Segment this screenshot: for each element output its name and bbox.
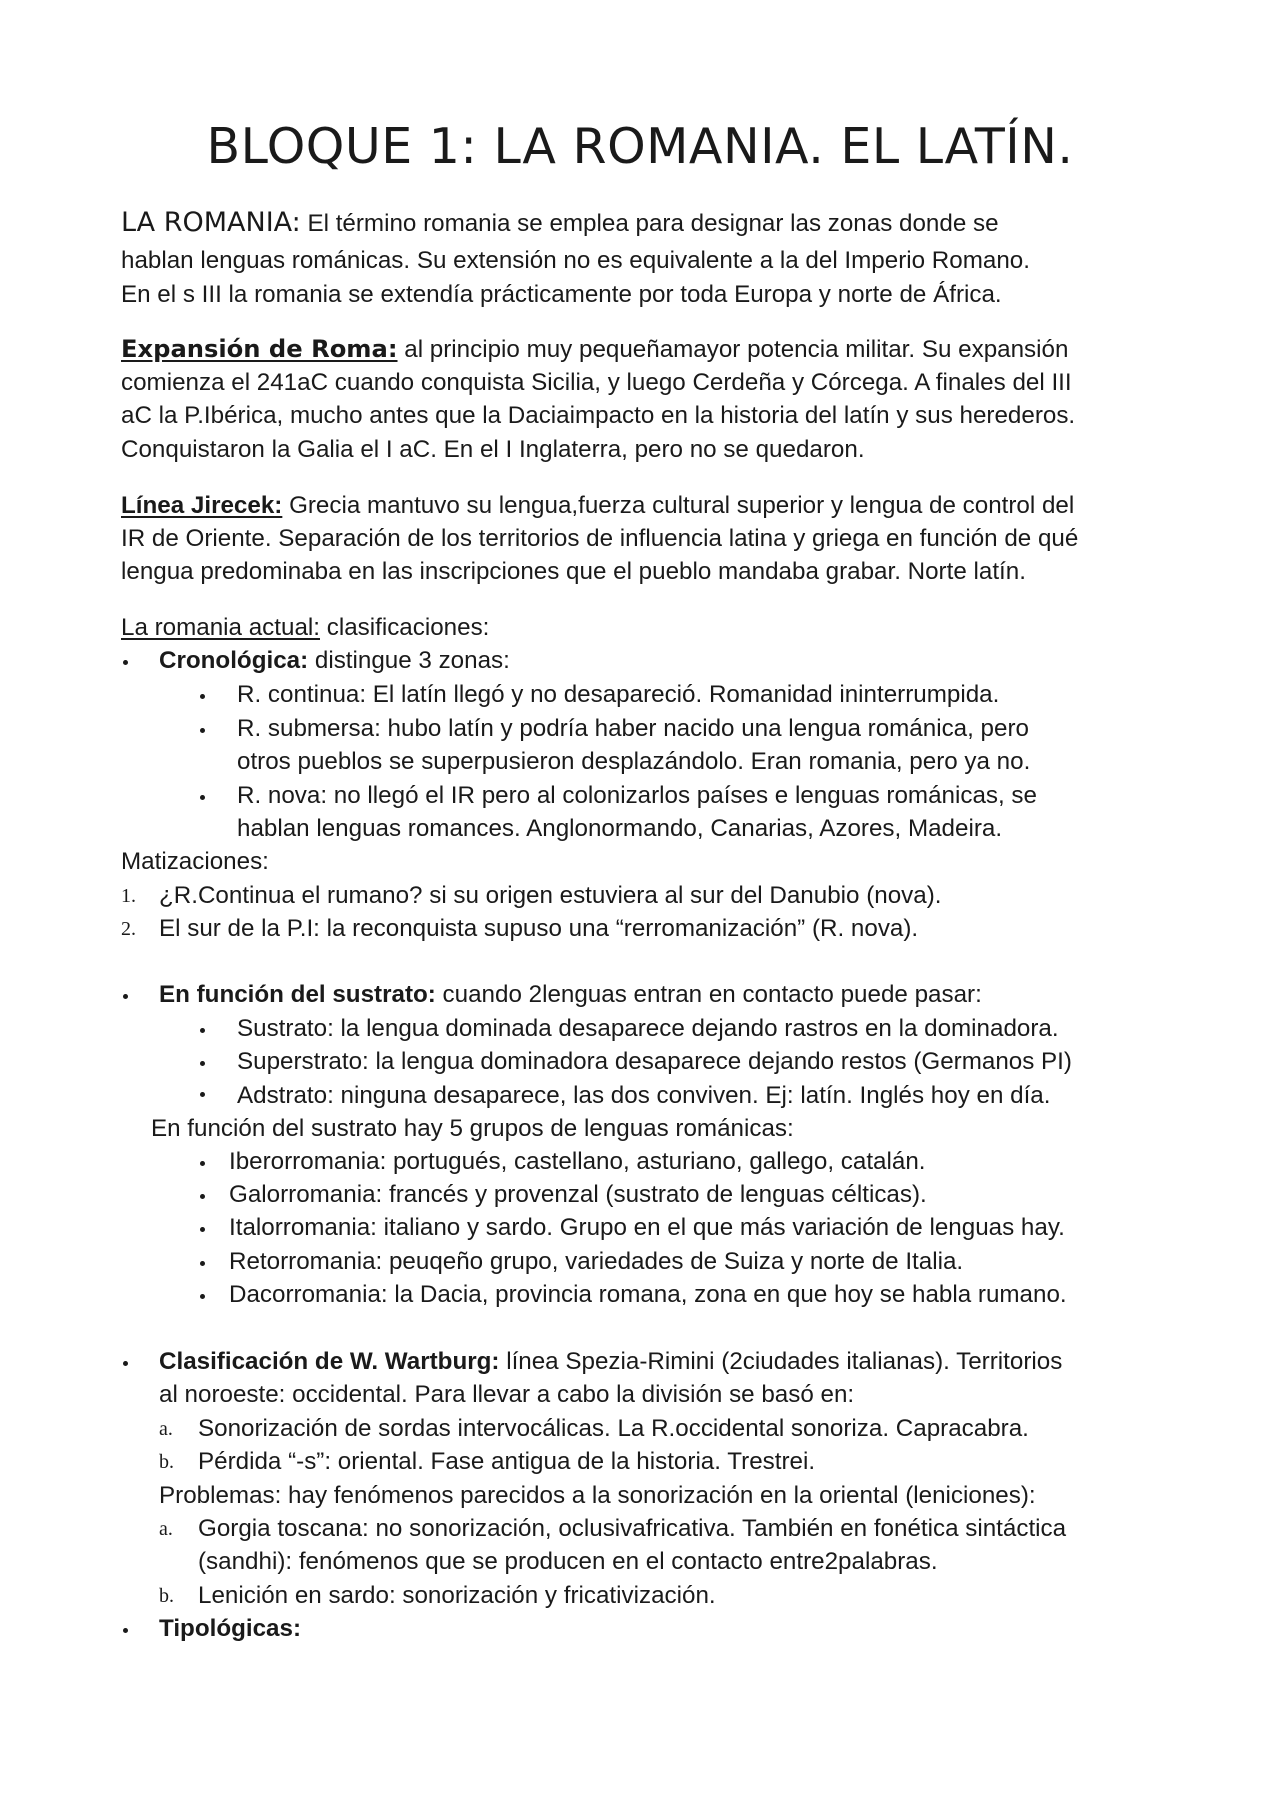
cronologica-item-2-cont: otros pueblos se superpusieron desplazándolo. Eran romania, pero ya no. bbox=[237, 748, 1031, 775]
list-marker: 2. bbox=[121, 918, 136, 940]
grupo-5: Dacorromania: la Dacia, provincia romana, zona en que hoy se habla rumano. bbox=[229, 1281, 1067, 1308]
sub-bullet bbox=[200, 1092, 205, 1097]
expansion-line-4: Conquistaron la Galia el I aC. En el I Inglaterra, pero no se quedaron. bbox=[121, 436, 865, 463]
actual-line: La romania actual: clasificaciones: bbox=[121, 614, 490, 641]
sub-bullet bbox=[200, 1161, 205, 1166]
tipologicas-label: Tipológicas: bbox=[159, 1615, 302, 1642]
intro-line-3: En el s III la romania se extendía prácticamente por toda Europa y norte de África. bbox=[121, 281, 1002, 308]
sustrato-item-3: Adstrato: ninguna desaparece, las dos conviven. Ej: latín. Inglés hoy en día. bbox=[237, 1082, 1051, 1109]
sub-bullet bbox=[200, 1194, 205, 1199]
sustrato-item-2: Superstrato: la lengua dominadora desaparece dejando restos (Germanos PI) bbox=[237, 1048, 1072, 1075]
problema-item-b: Lenición en sardo: sonorización y fricativización. bbox=[198, 1582, 716, 1609]
jirecek-line-1: Línea Jirecek: Grecia mantuvo su lengua,fuerza cultural superior y lengua de control del bbox=[121, 492, 1075, 519]
expansion-label: Expansión de Roma: bbox=[121, 335, 398, 363]
sub-bullet bbox=[200, 1028, 205, 1033]
cronologica-label: Cronológica: bbox=[159, 647, 309, 674]
bullet-cronologica bbox=[123, 660, 128, 665]
matizaciones-label: Matizaciones: bbox=[121, 848, 269, 875]
list-marker: b. bbox=[159, 1585, 174, 1607]
sub-bullet bbox=[200, 1261, 205, 1266]
cronologica-line: Cronológica: distingue 3 zonas: bbox=[159, 647, 510, 674]
sub-bullet bbox=[200, 1061, 205, 1066]
bullet-sustrato bbox=[123, 994, 128, 999]
intro-line-1: LA ROMANIA: El término romania se emplea para designar las zonas donde se bbox=[121, 207, 999, 238]
grupo-3: Italorromania: italiano y sardo. Grupo en el que más variación de lenguas hay. bbox=[229, 1214, 1065, 1241]
sub-bullet bbox=[200, 795, 205, 800]
grupo-2: Galorromania: francés y provenzal (sustrato de lenguas célticas). bbox=[229, 1181, 927, 1208]
page-title: BLOQUE 1: LA ROMANIA. EL LATÍN. bbox=[206, 118, 1074, 175]
bullet-tipologicas bbox=[123, 1628, 128, 1633]
wartburg-item-a: Sonorización de sordas intervocálicas. La R.occidental sonoriza. Capracabra. bbox=[198, 1415, 1029, 1442]
matizacion-1: ¿R.Continua el rumano? si su origen estuviera al sur del Danubio (nova). bbox=[159, 882, 942, 909]
jirecek-label: Línea Jirecek: bbox=[121, 492, 283, 519]
sub-bullet bbox=[200, 728, 205, 733]
list-marker: a. bbox=[159, 1418, 173, 1440]
jirecek-line-3: lengua predominaba en las inscripciones que el pueblo mandaba grabar. Norte latín. bbox=[121, 558, 1026, 585]
grupo-1: Iberorromania: portugués, castellano, asturiano, gallego, catalán. bbox=[229, 1148, 926, 1175]
sustrato-label: En función del sustrato: bbox=[159, 981, 436, 1008]
expansion-line-3: aC la P.Ibérica, mucho antes que la Daciaimpacto en la historia del latín y sus herederos. bbox=[121, 402, 1076, 429]
jirecek-line-2: IR de Oriente. Separación de los territorios de influencia latina y griega en función de qué bbox=[121, 525, 1079, 552]
sub-bullet bbox=[200, 694, 205, 699]
cronologica-item-3: R. nova: no llegó el IR pero al colonizarlos países e lenguas románicas, se bbox=[237, 782, 1037, 809]
matizacion-2: El sur de la P.I: la reconquista supuso una “rerromanización” (R. nova). bbox=[159, 915, 919, 942]
bullet-wartburg bbox=[123, 1361, 128, 1366]
cronologica-item-1: R. continua: El latín llegó y no desapareció. Romanidad ininterrumpida. bbox=[237, 681, 1000, 708]
expansion-line-1: Expansión de Roma: al principio muy pequeñamayor potencia militar. Su expansión bbox=[121, 335, 1069, 363]
grupo-4: Retorromania: peuqeño grupo, variedades de Suiza y norte de Italia. bbox=[229, 1248, 964, 1275]
expansion-line-2: comienza el 241aC cuando conquista Sicilia, y luego Cerdeña y Córcega. A finales del III bbox=[121, 369, 1072, 396]
problemas-line: Problemas: hay fenómenos parecidos a la sonorización en la oriental (leniciones): bbox=[159, 1482, 1036, 1509]
sustrato-item-1: Sustrato: la lengua dominada desaparece dejando rastros en la dominadora. bbox=[237, 1015, 1059, 1042]
wartburg-line-2: al noroeste: occidental. Para llevar a cabo la división se basó en: bbox=[159, 1381, 855, 1408]
list-marker: 1. bbox=[121, 885, 136, 907]
wartburg-line-1: Clasificación de W. Wartburg: línea Spezia-Rimini (2ciudades italianas). Territorios bbox=[159, 1348, 1063, 1375]
problema-item-a-cont: (sandhi): fenómenos que se producen en el contacto entre2palabras. bbox=[198, 1548, 938, 1575]
sub-bullet bbox=[200, 1227, 205, 1232]
problema-item-a: Gorgia toscana: no sonorización, oclusivafricativa. También en fonética sintáctica bbox=[198, 1515, 1067, 1542]
intro-label: LA ROMANIA: bbox=[121, 207, 301, 238]
wartburg-label: Clasificación de W. Wartburg: bbox=[159, 1348, 500, 1375]
sustrato-line: En función del sustrato: cuando 2lenguas entran en contacto puede pasar: bbox=[159, 981, 982, 1008]
list-marker: a. bbox=[159, 1518, 173, 1540]
cronologica-item-3-cont: hablan lenguas romances. Anglonormando, Canarias, Azores, Madeira. bbox=[237, 815, 1003, 842]
wartburg-item-b: Pérdida “-s”: oriental. Fase antigua de la historia. Trestrei. bbox=[198, 1448, 816, 1475]
list-marker: b. bbox=[159, 1451, 174, 1473]
grupos-intro: En función del sustrato hay 5 grupos de lenguas románicas: bbox=[151, 1115, 794, 1142]
sub-bullet bbox=[200, 1294, 205, 1299]
actual-label: La romania actual: bbox=[121, 614, 320, 641]
intro-line-2: hablan lenguas románicas. Su extensión no es equivalente a la del Imperio Romano. bbox=[121, 247, 1030, 274]
cronologica-item-2: R. submersa: hubo latín y podría haber nacido una lengua románica, pero bbox=[237, 715, 1029, 742]
